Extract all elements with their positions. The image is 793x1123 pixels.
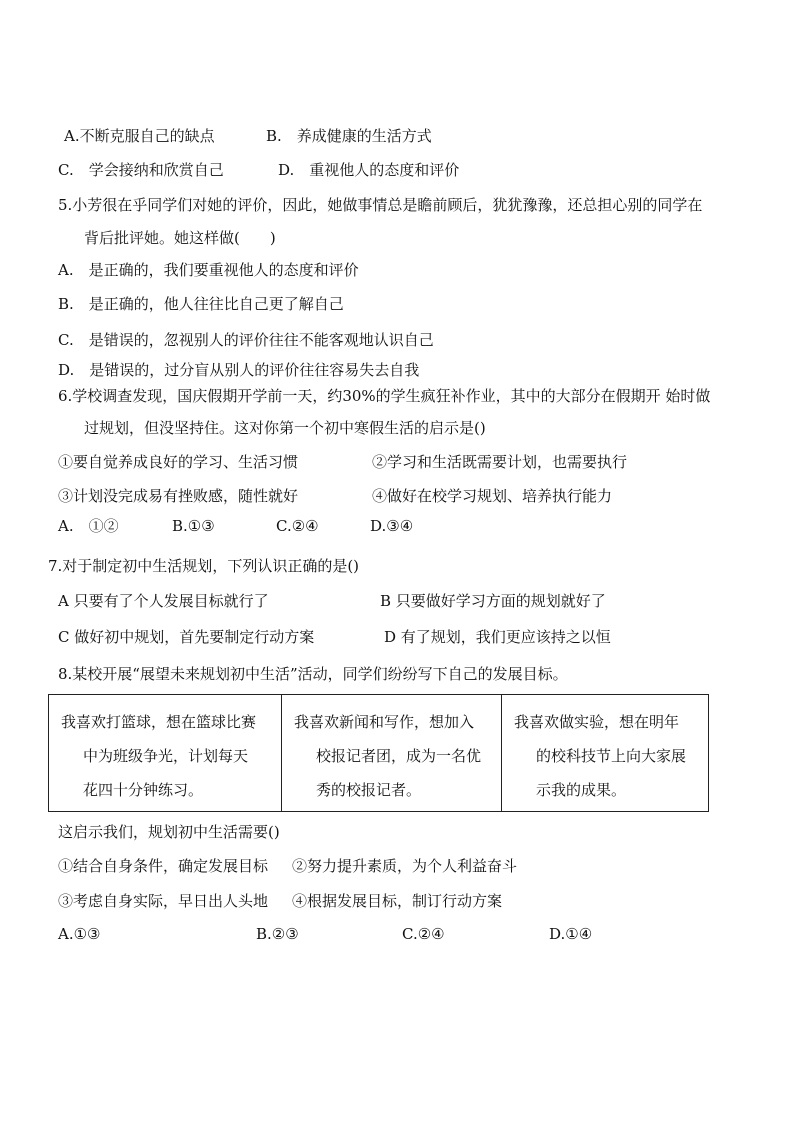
goals-cell-experiment	[502, 695, 709, 812]
q8-statement-2: ②努力提升素质，为个人利益奋斗	[292, 857, 518, 875]
q7-option-c: C 做好初中规划，首先要制定行动方案	[58, 628, 315, 646]
q8-statement-4: ④根据发展目标，制订行动方案	[292, 892, 503, 910]
q6-option-b: B.①③	[172, 517, 215, 535]
q4-option-a: A.不断克服自己的缺点	[64, 127, 215, 145]
goals-cell-basketball	[49, 695, 282, 812]
cell-text: 示我的成果。	[536, 781, 627, 799]
cell-text: 的校科技节上向大家展	[536, 747, 687, 765]
goals-table	[48, 694, 709, 812]
q6-statement-3: ③计划没完成易有挫败感，随性就好	[58, 487, 299, 505]
q8-statement-3: ③考虑自身实际，早日出人头地	[58, 892, 269, 910]
q6-statement-1: ①要自觉养成良好的学习、生活习惯	[58, 453, 299, 471]
q5-stem-cont: 背后批评她。她这样做( )	[84, 229, 276, 247]
cell-text: 秀的校报记者。	[316, 781, 422, 799]
q5-option-b: B. 是正确的，他人往往比自己更了解自己	[58, 295, 344, 313]
cell-text: 中为班级争光，计划每天	[83, 747, 249, 765]
q7-option-a: A 只要有了个人发展目标就行了	[58, 592, 269, 610]
q4-option-c: C. 学会接纳和欣赏自己	[58, 161, 224, 179]
q6-option-d: D.③④	[370, 517, 414, 535]
q6-statement-2: ②学习和生活既需要计划，也需要执行	[372, 453, 628, 471]
q8-option-c: C.②④	[402, 925, 445, 943]
q8-option-a: A.①③	[58, 925, 101, 943]
cell-text: 我喜欢打篮球，想在篮球比赛	[61, 713, 257, 731]
q5-option-d: D. 是错误的，过分盲从别人的评价往往容易失去自我	[58, 361, 420, 379]
q5-option-a: A. 是正确的，我们要重视他人的态度和评价	[58, 261, 359, 279]
cell-text: 校报记者团，成为一名优	[316, 747, 482, 765]
q7-option-b: B 只要做好学习方面的规划就好了	[380, 592, 606, 610]
q4-option-d: D. 重视他人的态度和评价	[278, 161, 460, 179]
q7-option-d: D 有了规划，我们更应该持之以恒	[384, 628, 611, 646]
q6-option-c: C.②④	[276, 517, 319, 535]
q8-stem: 8.某校开展“展望未来规划初中生活”活动，同学们纷纷写下自己的发展目标。	[58, 665, 568, 683]
cell-text: 我喜欢做实验，想在明年	[514, 713, 680, 731]
q4-option-b: B. 养成健康的生活方式	[266, 127, 432, 145]
q8-statement-1: ①结合自身条件，确定发展目标	[58, 857, 269, 875]
q5-option-c: C. 是错误的，忽视别人的评价往往不能客观地认识自己	[58, 331, 434, 349]
goals-cell-journalism	[282, 695, 502, 812]
q8-option-d: D.①④	[549, 925, 593, 943]
q6-stem: 6.学校调查发现，国庆假期开学前一天，约30%的学生疯狂补作业，其中的大部分在假期开 始时做	[58, 387, 711, 405]
q5-stem: 5.小芳很在乎同学们对她的评价，因此，她做事情总是瞻前顾后，犹犹豫豫，还总担心别的同学在	[58, 196, 703, 214]
q6-option-a: A. ①②	[58, 517, 119, 535]
q8-option-b: B.②③	[256, 925, 299, 943]
q6-stem-cont: 过规划，但没坚持住。这对你第一个初中寒假生活的启示是()	[84, 419, 486, 437]
q6-statement-4: ④做好在校学习规划、培养执行能力	[372, 487, 613, 505]
cell-text: 花四十分钟练习。	[83, 781, 204, 799]
q8-sub-stem: 这启示我们，规划初中生活需要()	[58, 823, 280, 841]
cell-text: 我喜欢新闻和写作，想加入	[294, 713, 475, 731]
q7-stem: 7.对于制定初中生活规划，下列认识正确的是()	[48, 557, 360, 575]
